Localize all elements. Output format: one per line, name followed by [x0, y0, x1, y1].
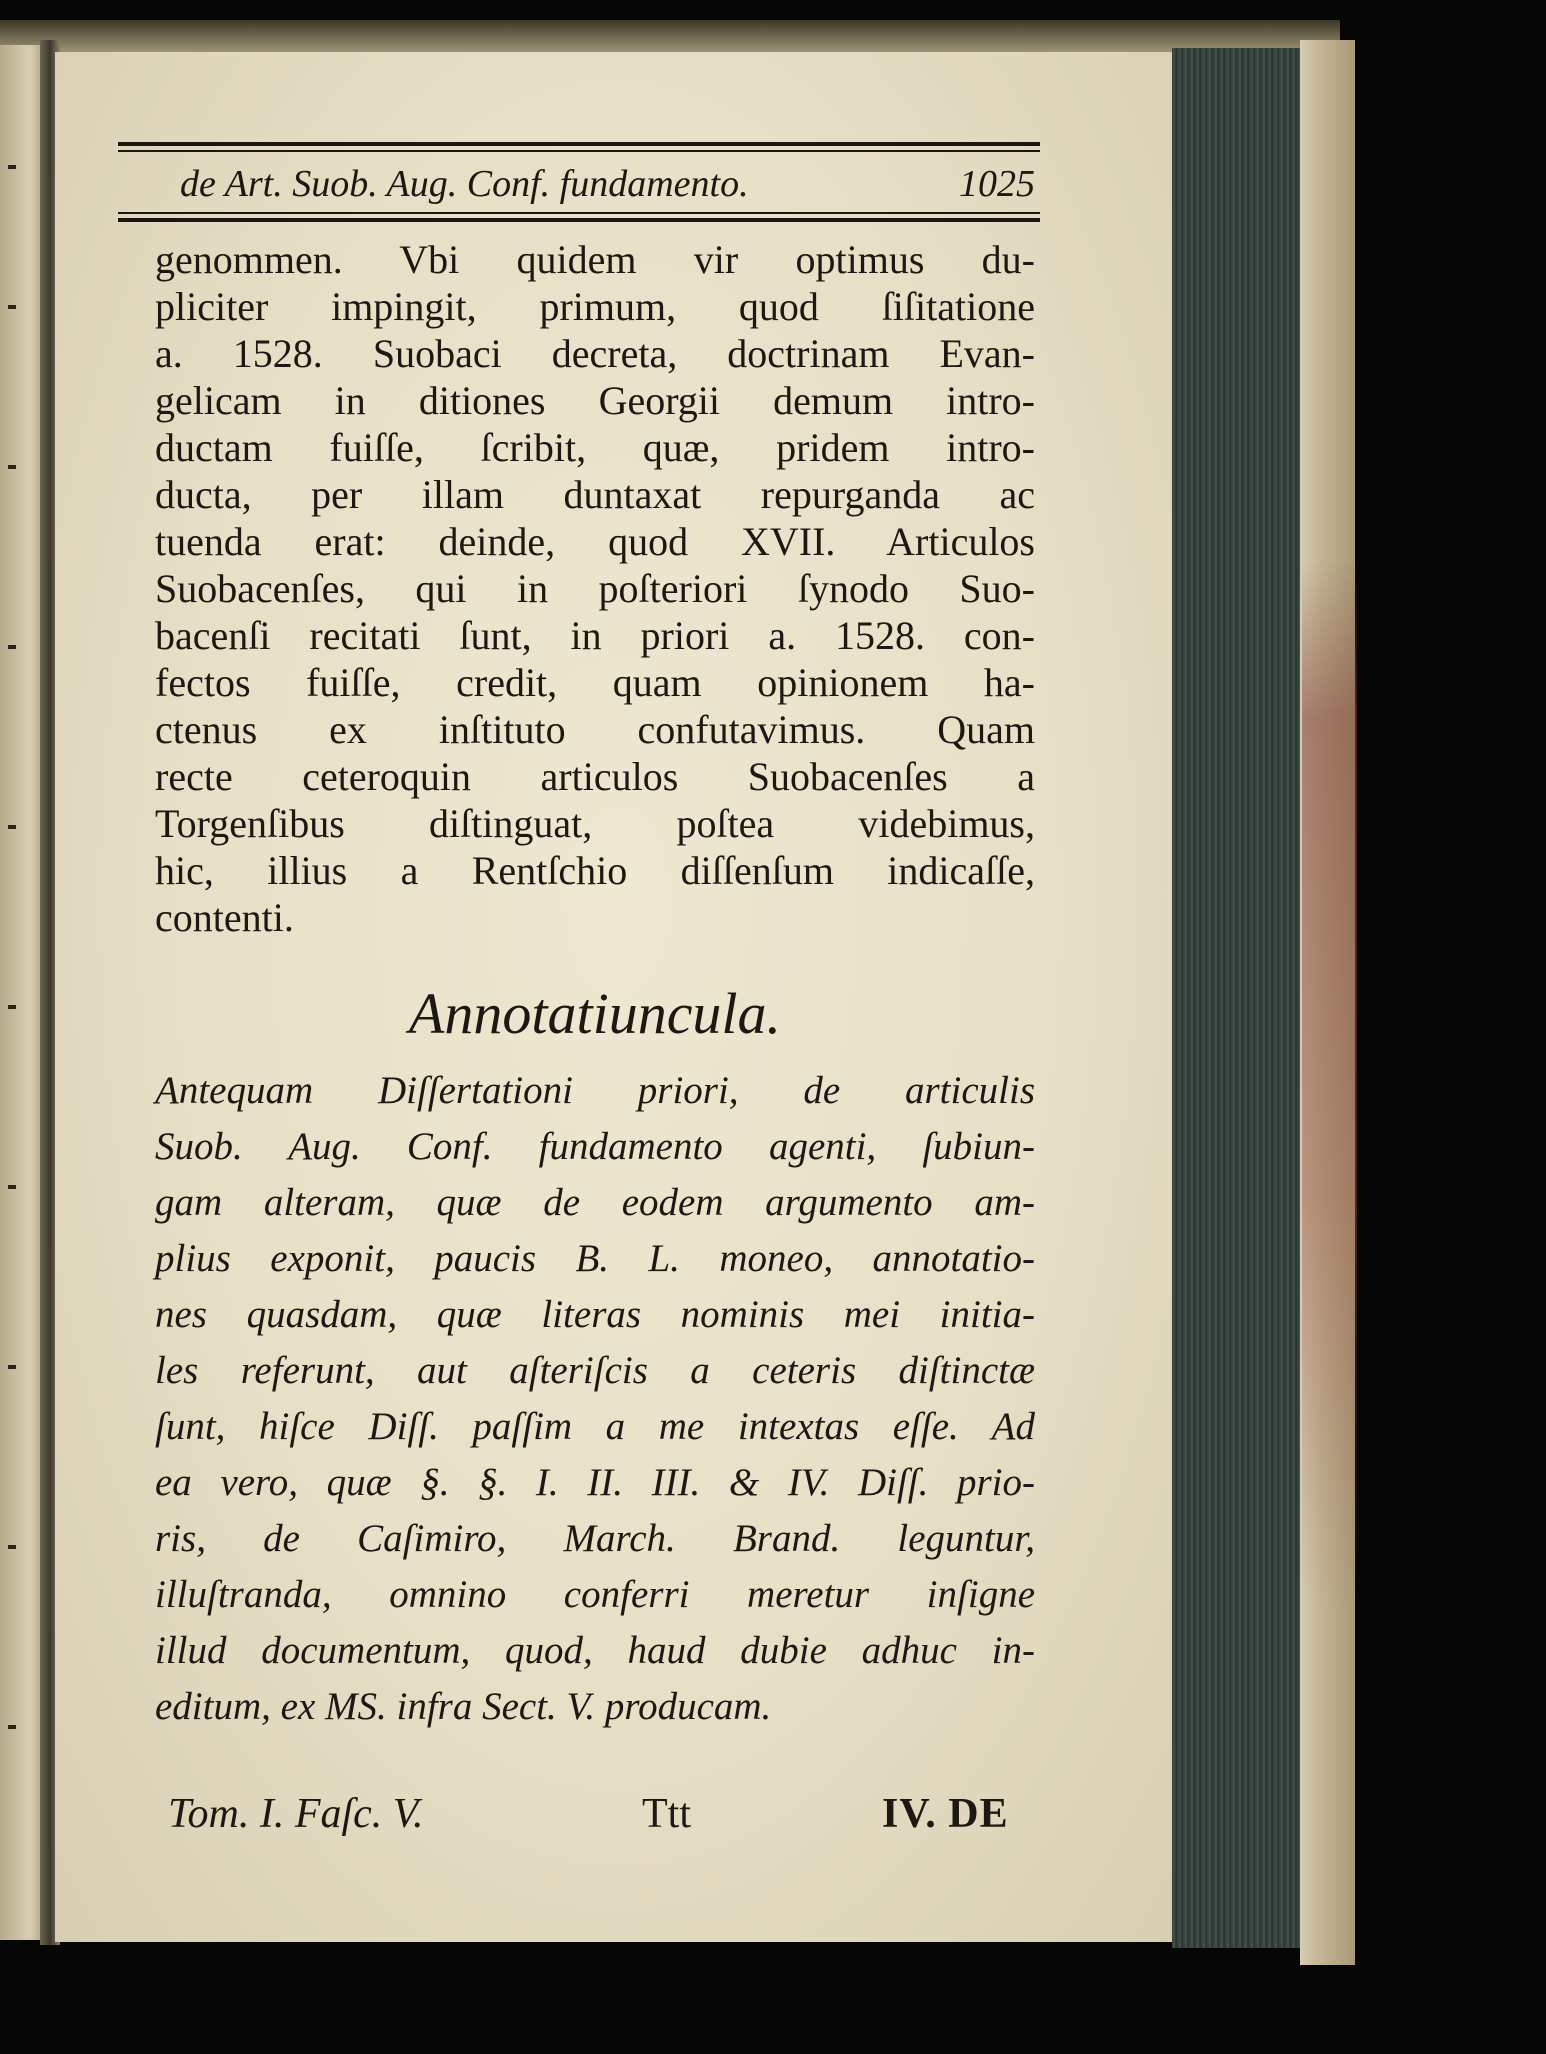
- body-text: [155, 236, 1035, 941]
- text-line: Torgenſibus diſtinguat, poſtea videbimus,: [155, 801, 1035, 846]
- header-rule: [118, 212, 1040, 214]
- text-line: bacenſi recitati ſunt, in priori a. 1528. con-: [155, 613, 1035, 658]
- page-block-edge: [1172, 48, 1312, 1948]
- text-line: Antequam Diſſertationi priori, de articulis: [155, 1069, 1035, 1112]
- section-heading: Annotatiuncula.: [408, 981, 782, 1046]
- header-rule: [118, 218, 1040, 222]
- text-line: ris, de Caſimiro, March. Brand. leguntur,: [155, 1517, 1035, 1560]
- text-line: contenti.: [155, 895, 294, 940]
- header-rule: [118, 150, 1040, 152]
- text-line: les referunt, aut aſteriſcis a ceteris diſtinctæ: [155, 1349, 1035, 1392]
- text-line: ſunt, hiſce Diſſ. paſſim a me intextas eſſe. Ad: [155, 1405, 1035, 1448]
- text-line: ctenus ex inſtituto confutavimus. Quam: [155, 707, 1035, 752]
- text-line: Suobacenſes, qui in poſteriori ſynodo Suo-: [155, 566, 1035, 611]
- annotation-text: [155, 1063, 1035, 1735]
- text-line: ducta, per illam duntaxat repurganda ac: [155, 472, 1035, 517]
- text-line: gam alteram, quæ de eodem argumento am-: [155, 1181, 1035, 1224]
- text-line: fectos fuiſſe, credit, quam opinionem ha-: [155, 660, 1035, 705]
- volume-label: Tom. I. Faſc. V.: [168, 1791, 424, 1837]
- text-line: editum, ex MS. infra Sect. V. producam.: [155, 1685, 772, 1728]
- text-line: plius exponit, paucis B. L. moneo, annotatio-: [155, 1237, 1035, 1280]
- header-rule: [118, 142, 1040, 146]
- running-head: [180, 160, 1035, 210]
- text-line: genommen. Vbi quidem vir optimus du-: [155, 237, 1035, 282]
- text-line: ea vero, quæ §. §. I. II. III. & IV. Diſſ. prio-: [155, 1461, 1035, 1504]
- signature-mark: Ttt: [642, 1791, 691, 1837]
- text-line: a. 1528. Suobaci decreta, doctrinam Evan-: [155, 331, 1035, 376]
- running-title: de Art. Suob. Aug. Conf. fundamento.: [180, 163, 749, 205]
- text-line: nes quasdam, quæ literas nominis mei initia-: [155, 1293, 1035, 1336]
- page-number: 1025: [959, 163, 1035, 205]
- text-line: illud documentum, quod, haud dubie adhuc in-: [155, 1629, 1035, 1672]
- catchword: IV. DE: [882, 1791, 1009, 1837]
- text-line: tuenda erat: deinde, quod XVII. Articulos: [155, 519, 1035, 564]
- text-line: illuſtranda, omnino conferri meretur inſigne: [155, 1573, 1035, 1616]
- text-line: ductam fuiſſe, ſcribit, quæ, pridem intro-: [155, 425, 1035, 470]
- text-line: recte ceteroquin articulos Suobacenſes a: [155, 754, 1035, 799]
- text-line: Suob. Aug. Conf. fundamento agenti, ſubiun-: [155, 1125, 1035, 1168]
- text-line: gelicam in ditiones Georgii demum intro-: [155, 378, 1035, 423]
- text-line: hic, illius a Rentſchio diſſenſum indicaſſe,: [155, 848, 1035, 893]
- cover-stain: [1302, 560, 1357, 1610]
- text-line: pliciter impingit, primum, quod ſiſitatione: [155, 284, 1035, 329]
